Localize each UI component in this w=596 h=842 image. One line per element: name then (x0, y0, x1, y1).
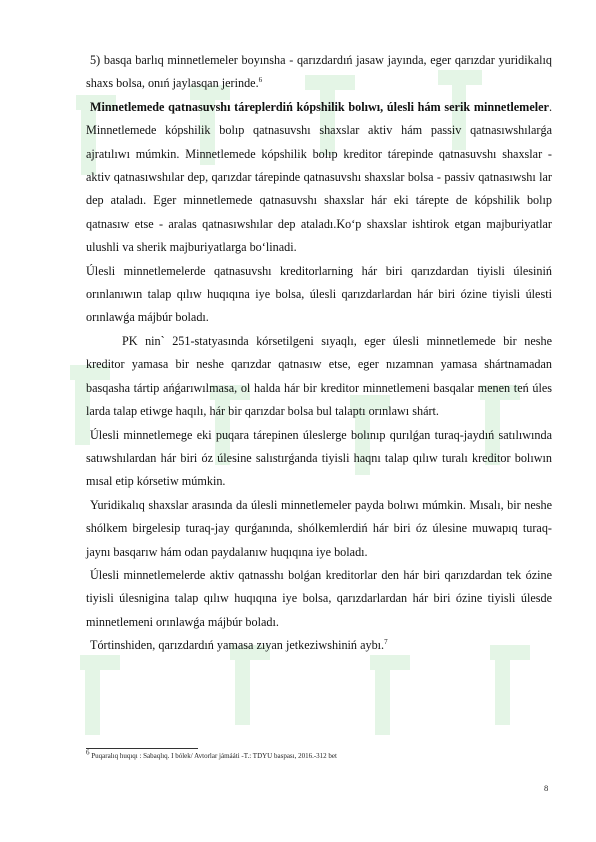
paragraph-3: Úlesli minnetlemelerde qatnasuvshı kreditorlarning hár biri qarızdardan tiyisli úlesiniń orınlanıwın talap qılıw huqıqına iye bolsa, úlesli qarızdarlardan hár biri ózine tiyisli úlesti orınlawǵa májbúr boladı. (86, 263, 552, 325)
footnote-divider (86, 748, 198, 749)
footnote-mark: 6 (86, 748, 90, 757)
paragraph-8-text: Tórtinshiden, qarızdardıń yamasa zıyan jetkeziwshiniń aybı. (90, 638, 385, 653)
paragraph-1-text: 5) basqa barlıq minnetlemeler boyınsha - qarızdardıń jasaw jayında, eger qarızdar yuridikalıq shaxs bolsa, onıń jaylasqan jerinde. (86, 53, 552, 91)
footnote-text: Puqaralıq huqıqı : Sabaqlıq. I bólek/ Avtorlar jámááti -T.: TDYU baspası, 2016.-312 bet (89, 752, 337, 760)
paragraph-5: Úlesli minnetlemege eki puqara tárepinen úleslerge bolınıp qurılǵan turaq-jaydıń satılıwında satıwshılardan hár biri óz úlesine salıstırǵanda tiyisli haqnı talap qılıw turalı kreditor bolıwın mısal etip kórsetiw múmkin. (86, 427, 552, 489)
paragraph-6: Yuridikalıq shaxslar arasında da úlesli minnetlemeler payda bolıwı múmkin. Mısalı, bir neshe shólkem birgelesip turaq-jay qurǵanında, shólkemlerdiń hár biri óz úlesine muwapıq turaq-jaynı basqarıw hám odan paydalanıw huqıqına iye boladı. (86, 497, 552, 559)
footnote (86, 748, 552, 761)
paragraph-4: PK nin` 251-statyasında kórsetilgeni sıyaqlı, eger úlesli minnetlemede bir neshe kreditor yamasa bir neshe qarızdar qatnasıw etse, eger nızamnan yamasa shártnamadan basqasha tártip ańǵarıwılmasa, ol halda hár bir kreditor minnetlemeni basqalar menen teń úles larda talap etiwge haqılı, hár bir qarızdar bolsa bul talaptı orınlawı shárt. (86, 333, 552, 419)
watermark-logo-icon (70, 650, 130, 740)
paragraph-2-text: . Minnetlemede kópshilik bolıp qatnasuvshı shaxslar aktiv hám passiv qatnasıwshılarǵa ajratılıwı múmkin. Minnetlemede kópshilik bolıp kreditor tárepinde qatnasuvshı shaxslar - aktiv qatnasıwshılar dep, qarızdar tárepinde qatnasuvshı shaxslar bolsa - passiv qatnasıwshı lar dep ataladı. Eger minnetlemede qatnasuvshı shaxslar hár eki tárepte de kópshilik bolıp qatnasıw etse - aralas qatnasıwshılar dep ataladı.Ko‘p shaxslar ishtirok etgan majburiyatlar ulushli va sherik majburiyatlarga bo‘linadi. (86, 99, 552, 255)
watermark-logo-icon (360, 650, 420, 740)
paragraph-1 (86, 49, 552, 96)
section-heading: Minnetlemede qatnasuvshı táreplerdiń kópshilik bolıwı, úlesli hám serik minnetlemeler (90, 99, 549, 114)
footnote-ref-7[interactable]: 7 (384, 638, 388, 647)
page-number: 8 (544, 783, 549, 793)
paragraph-2 (86, 96, 552, 260)
footnote-ref-6[interactable]: 6 (258, 76, 263, 85)
body-text (86, 49, 552, 658)
paragraph-8 (86, 634, 552, 657)
paragraph-7: Úlesli minnetlemelerde aktiv qatnasshı bolǵan kreditorlar den hár biri qarızdardan tek ózine tiyisli úlesnigina talap qılıw huqıqına iye bolsa, qarızdarlardan hár biri ózine tiyisli úlesde minnetlemeni orınlawǵa májbúr boladı. (86, 567, 552, 629)
